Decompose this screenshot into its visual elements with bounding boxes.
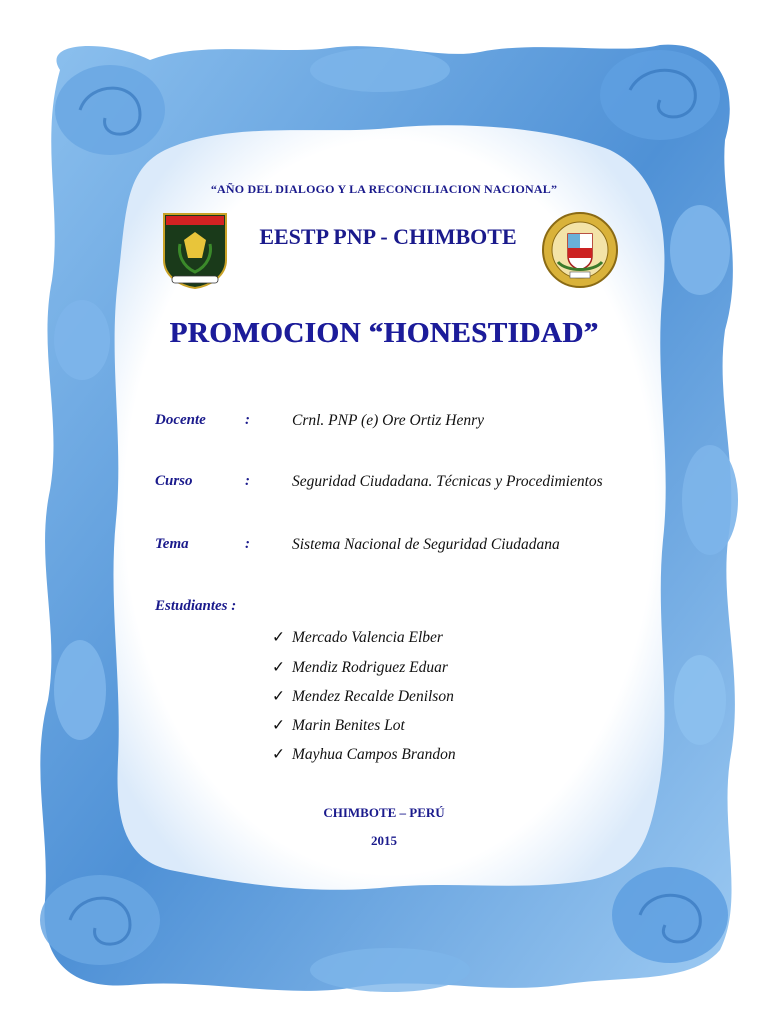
curso-colon: : — [245, 473, 250, 489]
student-name: Marin Benites Lot — [292, 717, 405, 734]
curso-value: Seguridad Ciudadana. Técnicas y Procedimientos — [292, 473, 603, 490]
year-text: 2015 — [371, 833, 397, 848]
checkmark-icon: ✓ — [272, 746, 285, 763]
tema-colon: : — [245, 536, 250, 552]
docente-value: Crnl. PNP (e) Ore Ortiz Henry — [292, 412, 485, 429]
docente-colon: : — [245, 412, 250, 428]
checkmark-icon: ✓ — [272, 629, 285, 646]
docente-label: Docente — [155, 412, 206, 428]
promotion-title: PROMOCION “HONESTIDAD” — [169, 317, 599, 349]
student-list-item — [272, 745, 456, 764]
curso-label: Curso — [155, 473, 193, 489]
student-list-item — [272, 687, 454, 706]
student-name: Mayhua Campos Brandon — [292, 746, 456, 763]
student-name: Mendez Recalde Denilson — [292, 688, 454, 705]
school-emblem-logo — [160, 210, 230, 290]
motto-heading: “AÑO DEL DIALOGO Y LA RECONCILIACION NACIONAL” — [210, 182, 558, 196]
student-name: Mendiz Rodriguez Eduar — [292, 659, 448, 676]
students-label: Estudiantes : — [155, 598, 237, 614]
school-name-heading: EESTP PNP - CHIMBOTE — [259, 224, 517, 249]
student-list-item — [272, 658, 448, 677]
checkmark-icon: ✓ — [272, 688, 285, 705]
student-list-item — [272, 716, 405, 735]
student-name: Mercado Valencia Elber — [292, 629, 443, 646]
tema-label: Tema — [155, 536, 189, 552]
checkmark-icon: ✓ — [272, 717, 285, 734]
checkmark-icon: ✓ — [272, 659, 285, 676]
student-list-item — [272, 628, 443, 647]
police-crest-logo — [540, 210, 620, 290]
city-country-text: CHIMBOTE – PERÚ — [323, 805, 445, 820]
tema-value: Sistema Nacional de Seguridad Ciudadana — [292, 536, 560, 553]
